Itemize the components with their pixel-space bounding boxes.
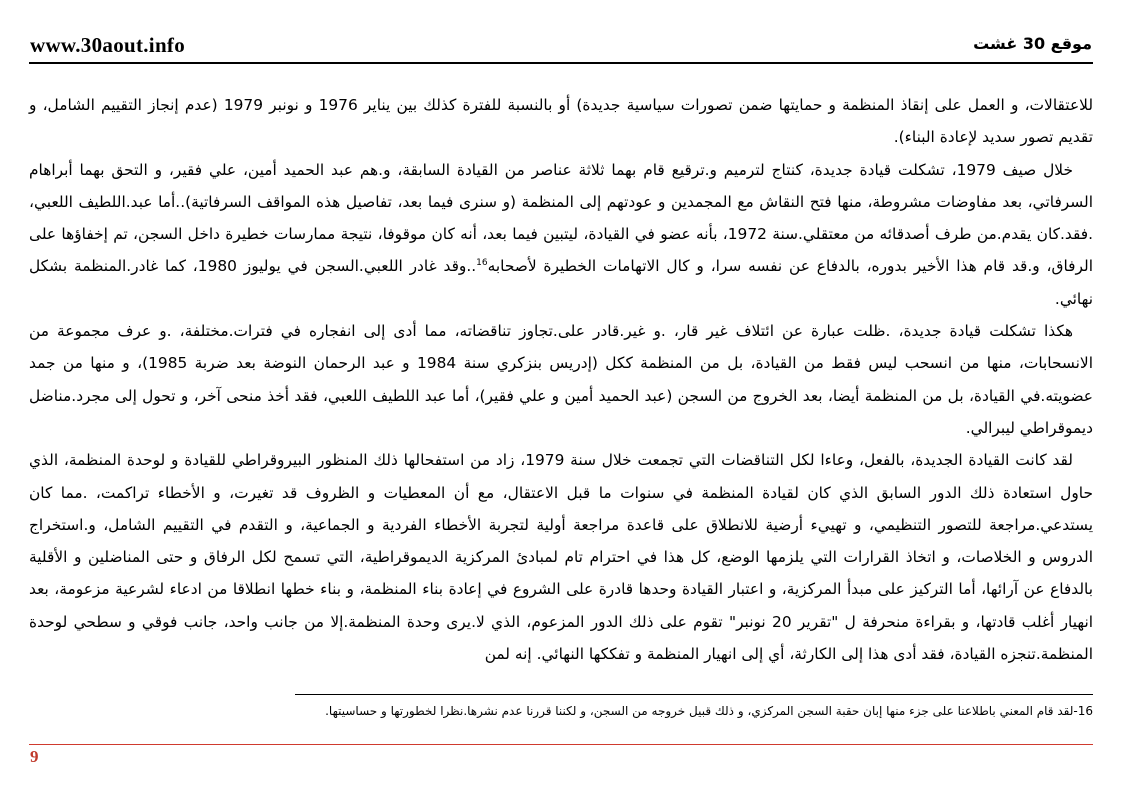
paragraph-2 [29, 154, 1093, 315]
paragraph-1: للاعتقالات، و العمل على إنقاذ المنظمة و حمايتها ضمن تصورات سياسية جديدة) أو بالنسبة للفترة كذلك بين يناير 1976 و نونبر 1979 (عدم إنجاز التقييم الشامل، و تقديم تصور سديد لإعادة البناء). [29, 96, 1094, 147]
site-name: موقع 30 غشت [973, 34, 1092, 53]
paragraph-2-tail: ..وقد غادر اللعبي.السجن في يوليوز 1980، كما غادر.المنظمة بشكل نهائي. [29, 257, 1093, 308]
footnote [29, 704, 1093, 718]
footnote-text: -لقد قام المعني باطلاعنا على جزء منها إبان حقبة السجن المركزي، و ذلك قبيل خروجه من السجن، و لكننا قررنا عدم نشرها.نظرا لخطورتها و حساسيتها. [325, 704, 1078, 718]
site-url: www.30aout.info [30, 33, 186, 57]
footnote-reference[interactable]: 16 [476, 258, 488, 269]
footnote-number: 16 [1077, 704, 1093, 718]
footer-divider [29, 744, 1093, 745]
page-number: 9 [30, 747, 39, 766]
main-text [29, 89, 1093, 670]
paragraph-3: هكذا تشكلت قيادة جديدة، .ظلت عبارة عن ائتلاف غير قار، .و غير.قادر على.تجاوز تناقضاته، مما أدى إلى انفجاره في فترات.مختلفة، .و عرف مجموعة من الانسحابات، منها من انسحب ليس فقط من القيادة، بل من المنظمة ككل (إدريس بنزكري سنة 1984 و عبد الرحمان النوضة بعد ضربة 1985)، و منها من جمد عضويته.في القيادة، بل من المنظمة أيضا، بعد الخروج من السجن (عبد الحميد أمين و علي فقير)، أما عبد اللطيف اللعبي، فقد أخذ منحى آخر، و تحول إلى مجرد.مناضل ديموقراطي ليبرالي. [29, 322, 1093, 437]
paragraph-2-text: خلال صيف 1979، تشكلت قيادة جديدة، كنتاج لترميم و.ترقيع قام بهما ثلاثة عناصر من القيادة السابقة، و.هم عبد الحميد أمين، علي فقير، و التحق بهما أبراهام السرفاتي، بعد مفاوضات مشروطة، منها فتح النقاش مع المجمدين و عودتهم إلى المنظمة (و سنرى فيما بعد، تفاصيل هذه المواقف السرفاتية)..أما عبد.اللطيف اللعبي، .فقد.كان يقدم.من طرف أصدقائه من معتقلي.سنة 1972، بأنه عضو في القيادة، ليتبين فيما بعد، أنه كان موقوفا، نتيجة ممارسات خطيرة داخل السجن، تم إخفاؤها على الرفاق، و.قد قام هذا الأخير بدوره، بالدفاع عن نفسه سرا، و كال الاتهامات الخطيرة لأصحابه [29, 160, 1093, 276]
footnote-divider [295, 694, 1093, 695]
paragraph-4: لقد كانت القيادة الجديدة، بالفعل، وعاءا لكل التناقضات التي تجمعت خلال سنة 1979، زاد من استفحالها ذلك المنظور البيروقراطي للقيادة و لوحدة المنظمة، الذي حاول استعادة ذلك الدور السابق الذي كان لقيادة المنظمة في سنوات ما قبل الاعتقال، مع أن المعطيات و الظروف قد تغيرت، و الأخطاء تراكمت، .مما كان يستدعي.مراجعة للتصور التنظيمي، و تهييء أرضية للانطلاق على قاعدة مراجعة أولية لتجربة الأخطاء الفردية و الجماعية، و التقدم في التقييم الشامل، و.استخراج الدروس و الخلاصات، و اتخاذ القرارات التي يلزمها الوضع، كل هذا في احترام تام لمبادئ المركزية الديموقراطية، التي تسمح لكل الرفاق و حتى المناضلين و الأقلية بالدفاع عن آرائها، أما التركيز على مبدأ المركزية، و اعتبار القيادة وحدها قادرة على الشروع في إعادة بناء المنظمة، و بناء خطها انطلاقا من ادعاء لشرعية مزعومة، بعد انهيار أغلب قادتها، و بقراءة منحرفة ل "تقرير 20 نونبر" تقوم على ذلك الدور المزعوم، الذي لا.يرى وحدة المنظمة.إلا من جانب واحد، جانب فوقي و سطحي لوحدة المنظمة.تنجزه القيادة، فقد أدى هذا إلى الكارثة، أي إلى انهيار المنظمة و تفككها النهائي. إنه لمن [29, 451, 1093, 664]
header-divider [29, 62, 1093, 64]
